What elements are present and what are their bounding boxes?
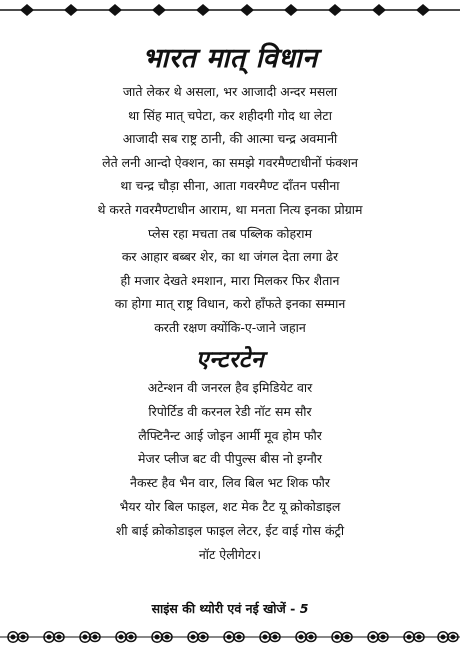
poem-entertain xyxy=(0,376,460,566)
poem-bharat-mat-vidhan xyxy=(0,80,460,340)
poem-line: आजादी सब राष्ट्र ठानी, की आत्मा चन्द्र अवमानी xyxy=(122,131,338,147)
poem-line: कर आहार बब्बर शेर, का था जंगल देता लगा ढेर xyxy=(121,249,339,265)
section-title-entertain: एन्टरटेन xyxy=(195,347,265,373)
poem-line: थे करते गवरमैण्टाधीन आराम, था मनता नित्य इनका प्रोग्राम xyxy=(97,201,363,217)
page-footer xyxy=(0,600,460,617)
footer-book-title: साइंस की थ्योरी एवं नई खोजें - xyxy=(151,601,296,616)
poem-line: नॉट ऐलीगेटर। xyxy=(198,546,262,562)
poem-line: मेजर प्लीज बट वी पीपुल्स बीस नो इग्नौर xyxy=(138,451,322,467)
poem-line: करती रक्षण क्योंकि-ए-जाने जहान xyxy=(154,319,306,335)
poem-line: शी बाई क्रोकोडाइल फाइल लेटर, ईट वाई गोस कंट्री xyxy=(115,522,345,538)
poem-line: था चन्द्र चौड़ा सीना, आता गवरमैण्ट दाँतन पसीना xyxy=(120,178,340,194)
top-ornament-border xyxy=(0,2,460,18)
poem-line: प्लेस रहा मचता तब पब्लिक कोहराम xyxy=(148,225,312,241)
poem-line: जाते लेकर थे असला, भर आजादी अन्दर मसला xyxy=(122,84,338,99)
poem-line: ही मजार देखते श्मशान, मारा मिलकर फिर शैतान xyxy=(120,272,340,288)
poem-line: नैकस्ट हैव भैन वार, लिव बिल भट शिक फौर xyxy=(130,475,330,491)
poem-line: था सिंह मात् चपेटा, कर शहीदगी गोद था लेटा xyxy=(128,107,332,123)
poem-line: लेते लनी आन्दो ऐक्शन, का समझे गवरमैण्टाधीनों फंक्शन xyxy=(102,154,358,170)
poem-line: भैयर योर बिल फाइल, शट मेक टैट यू क्रोकोडाइल xyxy=(119,498,341,514)
page-number: 5 xyxy=(299,601,309,616)
poem-line: का होगा मात् राष्ट्र विधान, करो हाँफते इनका सम्मान xyxy=(114,296,346,312)
poem-line: अटेन्शन वी जनरल हैव इमिडियेट वार xyxy=(147,380,313,395)
poem-line: लैफ्टिनैन्ट आई जोइन आर्मी मूव होम फौर xyxy=(138,427,322,443)
poem-line: रिपोर्टिड वी करनल रेडी नॉट सम सौर xyxy=(148,403,312,419)
bottom-ornament-border xyxy=(0,627,460,647)
section-title-bharat-mat-vidhan: भारत मात् विधान xyxy=(142,43,318,74)
